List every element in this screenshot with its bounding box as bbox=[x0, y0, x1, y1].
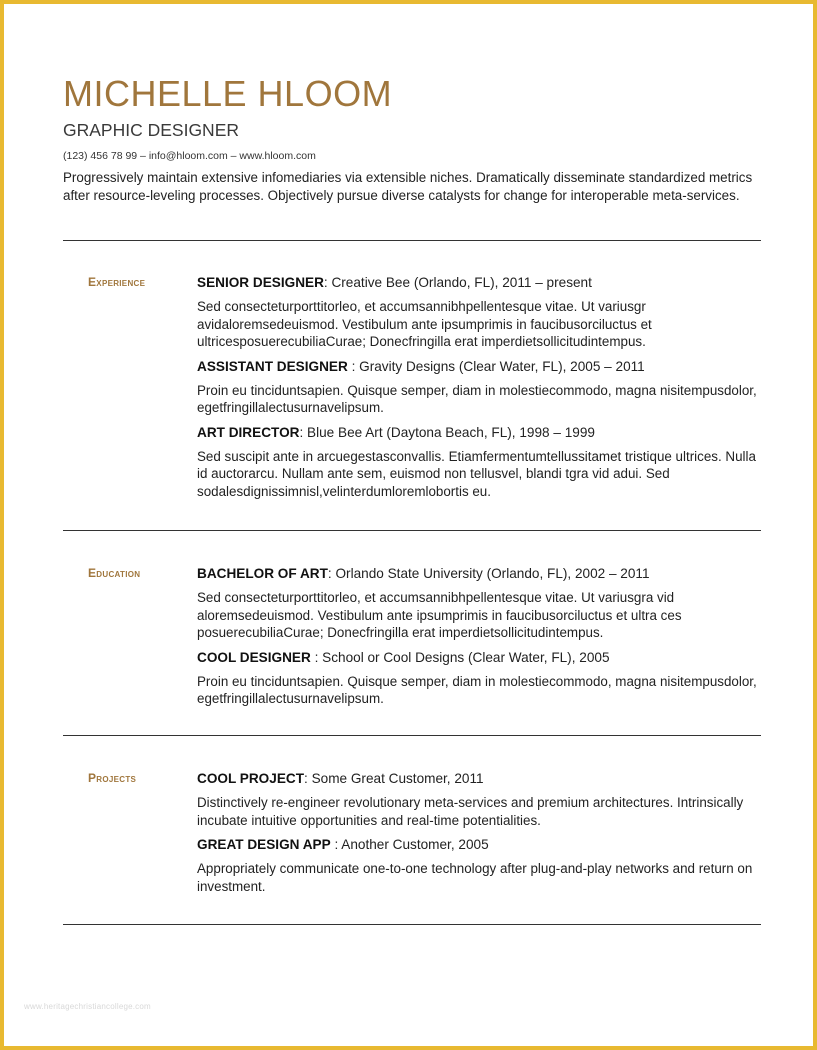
entry-description: Proin eu tinciduntsapien. Quisque semper, diam in molestiecommodo, magna nisitempusdolor, egetfringillalectusurnavelipsum. bbox=[197, 673, 757, 706]
entry-separator: : bbox=[304, 771, 308, 786]
entry-separator: : bbox=[299, 424, 304, 440]
entry-description: Distinctively re-engineer revolutionary meta-services and premium architectures. Intrinsically incubate intuitive opportunities and real-time potentialities. bbox=[197, 795, 744, 828]
entry-role: GREAT DESIGN APP bbox=[197, 837, 331, 852]
entry-description: Sed consecteturporttitorleo, et accumsannibhpellentesque vitae. Ut variusgr avidaloremsedeuismod. Vestibulum ante ipsumprimis in faucibusorciluctus et ultricesposuerecubiliaCurae; Donecfringilla erat imperdietsollicitudintempus. bbox=[197, 299, 652, 349]
watermark-text: www.heritagechristiancollege.com bbox=[24, 1002, 151, 1011]
candidate-title: GRAPHIC DESIGNER bbox=[63, 120, 239, 140]
contact-line: (123) 456 78 99 – info@hloom.com – www.hloom.com bbox=[63, 150, 316, 162]
entry-heading bbox=[197, 770, 762, 787]
entry-role: COOL DESIGNER bbox=[197, 649, 311, 665]
section-label-experience: Experience bbox=[88, 275, 146, 289]
entry-detail: Blue Bee Art (Daytona Beach, FL), 1998 – 1999 bbox=[303, 424, 595, 440]
entry-heading bbox=[197, 836, 762, 853]
entry-description: Appropriately communicate one-to-one technology after plug-and-play networks and return on investment. bbox=[197, 861, 753, 894]
entry-separator: : bbox=[347, 358, 356, 374]
divider bbox=[63, 530, 761, 531]
entry-detail: Gravity Designs (Clear Water, FL), 2005 – 2011 bbox=[355, 358, 645, 374]
section-label-education: Education bbox=[88, 566, 141, 580]
entry-heading bbox=[197, 358, 762, 375]
entry-role: ART DIRECTOR bbox=[197, 424, 300, 440]
divider bbox=[63, 240, 761, 241]
summary-paragraph: Progressively maintain extensive infomediaries via extensible niches. Dramatically disseminate standardized metrics after resource-leveling processes. Objectively pursue diverse catalysts for change for interoperable meta-services. bbox=[63, 170, 753, 203]
entry-heading bbox=[197, 649, 762, 666]
entry-heading bbox=[197, 274, 762, 291]
entry-detail: Another Customer, 2005 bbox=[338, 837, 489, 852]
entry-heading bbox=[197, 424, 762, 441]
divider bbox=[63, 924, 761, 925]
entry-detail: School or Cool Designs (Clear Water, FL), 2005 bbox=[318, 649, 610, 665]
education-entries bbox=[197, 565, 762, 715]
entry-role: ASSISTANT DESIGNER bbox=[197, 358, 348, 374]
entry-separator: : bbox=[323, 275, 328, 290]
divider bbox=[63, 735, 761, 736]
entry-description: Proin eu tinciduntsapien. Quisque semper, diam in molestiecommodo, magna nisitempusdolor, egetfringillalectusurnavelipsum. bbox=[197, 382, 757, 415]
entry-separator: : bbox=[330, 837, 339, 852]
candidate-name: MICHELLE HLOOM bbox=[63, 73, 393, 114]
entry-separator: : bbox=[310, 649, 319, 665]
entry-detail: Orlando State University (Orlando, FL), 2002 – 2011 bbox=[331, 566, 650, 581]
entry-separator: : bbox=[327, 566, 332, 581]
entry-detail: Creative Bee (Orlando, FL), 2011 – present bbox=[327, 275, 592, 290]
entry-role: SENIOR DESIGNER bbox=[197, 275, 324, 290]
section-label-projects: Projects bbox=[88, 771, 137, 785]
entry-description: Sed consecteturporttitorleo, et accumsannibhpellentesque vitae. Ut variusgra vid aloremsedeuismod. Vestibulum ante ipsumprimis in faucibusorciluctus et ultra ces posuerecubiliaCurae; Donecfringilla erat imperdietsollicitudintempus. bbox=[197, 590, 682, 640]
experience-entries bbox=[197, 274, 762, 507]
entry-role: BACHELOR OF ART bbox=[197, 566, 328, 581]
projects-entries bbox=[197, 770, 762, 902]
entry-role: COOL PROJECT bbox=[197, 771, 305, 786]
entry-heading bbox=[197, 565, 762, 582]
resume-header bbox=[63, 74, 761, 204]
entry-detail: Some Great Customer, 2011 bbox=[307, 771, 484, 786]
entry-description: Sed suscipit ante in arcuegestasconvallis. Etiamfermentumtellussitamet tristique ultrices. Nulla id auctorarcu. Nullam ante sem, euismod non tellusvel, blandi tgra vid adui. Sed sodalesdignissimnisl,velinterdumloremlobortis eu. bbox=[197, 448, 756, 499]
